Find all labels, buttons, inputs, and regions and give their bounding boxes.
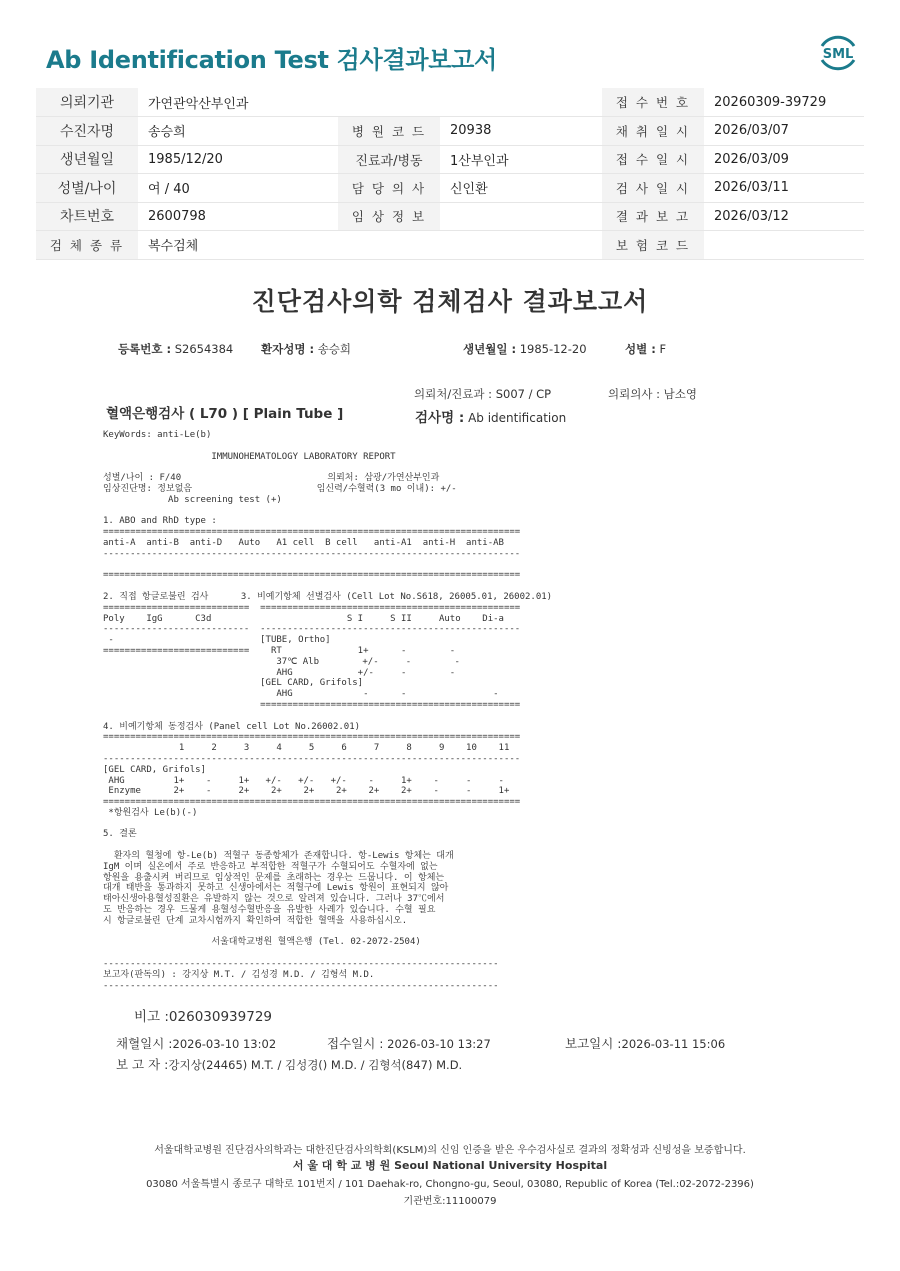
hospital-address: 03080 서울특별시 종로구 대학로 101번지 / 101 Daehak-ro, Chongno-gu, Seoul, 03080, Republic of Korea (Tel.:02-2072-2396)	[146, 1179, 754, 1190]
collect-time-label: 채혈일시 :	[116, 1036, 173, 1051]
receipt-time-value: 2026-03-10 13:27	[387, 1037, 491, 1051]
name-label: 수진자명	[36, 117, 138, 146]
receipt-date-value: 2026/03/09	[704, 145, 864, 174]
hospital-name: 서 울 대 학 교 병 원 Seoul National University Hospital	[292, 1159, 608, 1172]
receipt-no-label: 접 수 번 호	[602, 88, 704, 117]
info-row	[36, 174, 864, 203]
institution-value: 가연관악산부인과	[138, 88, 602, 117]
patient-info-table	[36, 88, 864, 260]
info-row	[36, 202, 864, 231]
doctor-value: 신인환	[440, 174, 602, 203]
exam-name-value: Ab identification	[468, 411, 567, 425]
reporters-label: 보 고 자 :	[116, 1057, 169, 1072]
sex-age-label: 성별/나이	[36, 174, 138, 203]
birth-label: 생년월일	[36, 145, 138, 174]
collect-time	[116, 1034, 276, 1052]
report-time-value: 2026-03-11 15:06	[621, 1037, 726, 1051]
sml-logo	[814, 30, 862, 76]
doctor-label: 담 당 의 사	[338, 174, 440, 203]
institution-label: 의뢰기관	[36, 88, 138, 117]
report-title: 진단검사의학 검체검사 결과보고서	[251, 287, 649, 316]
collect-date-label: 채 취 일 시	[602, 117, 704, 146]
report-time-label: 보고일시 :	[565, 1036, 622, 1051]
institution-number: 기관번호:11100079	[403, 1196, 497, 1207]
info-row	[36, 117, 864, 146]
document-title: Ab Identification Test 검사결과보고서	[46, 46, 497, 74]
insurance-label: 보 험 코 드	[602, 231, 704, 260]
lab-report-body: KeyWords: anti-Le(b) IMMUNOHEMATOLOGY LABORATORY REPORT 성별/나이 : F/40 의뢰처: 삼광/가연산부인과 임상진단명: 정보없음 임신력/수혈력(3 mo 이내): +/- Ab screening test (+) 1. ABO and RhD type : ============================================================================= anti-A anti-B anti-D Auto A1 cell B cell anti-A1 anti-H anti-AB ----------------------------------------------------------------------------- ============================================================================= 2. 직접 항글로불린 검사 3. 비예기항체 선별검사 (Cell Lot No.S618, 26005.01, 26002.01) =========================== ================================================ Poly IgG C3d S I S II Auto Di-a --------------------------- ------------------------------------------------ - [TUBE, Ortho] =========================== RT 1+ - - 37℃ Alb +/- - - AHG +/- - - [GEL CARD, Grifols] AHG - - - ================================================ 4. 비예기항체 동정검사 (Panel cell Lot No.26002.01) ============================================================================= 1 2 3 4 5 6 7 8 9 10 11 ----------------------------------------------------------------------------- [GEL CARD, Grifols] AHG 1+ - 1+ +/- +/- +/- - 1+ - - - Enzyme 2+ - 2+ 2+ 2+ 2+ 2+ 2+ - - 1+ ============================================================================= *항원검사 Le(b)(-) 5. 결론 환자의 혈청에 항-Le(b) 적혈구 동종항체가 존재합니다. 항-Lewis 항체는 대개 IgM 이며 실온에서 주로 반응하고 부적합한 적혈구가 수혈되어도 수혈자에 없는 항원을 용출시켜 버리므로 임상적인 문제를 초래하는 경우는 드뭅니다. 이 항체는 대개 태반을 통과하지 못하고 신생아에서는 적혈구에 Lewis 항원이 표현되지 않아 태아신생아용혈성질환은 유발하지 않는 것으로 알려져 있습니다. 그러나 37℃에서 도 반응하는 경우 드물게 용혈성수혈반응을 유발한 사례가 있습니다. 수혈 필요 시 항글로불린 단계 교차시험까지 확인하여 적합한 혈액을 사용하십시오. 서울대학교병원 혈액은행 (Tel. 02-2072-2504) ------------------------------------------------------------------------- 보고자(판독의) : 강지상 M.T. / 김성경 M.D. / 김형석 M.D. -------------------------------------------------------------------------	[103, 430, 553, 991]
test-date-value: 2026/03/11	[704, 174, 864, 203]
patient-birth	[463, 341, 587, 357]
receipt-no-value: 20260309-39729	[704, 88, 864, 117]
patient-birth-label: 생년월일 :	[463, 342, 517, 356]
patient-name	[261, 341, 351, 357]
remark-value: 026030939729	[168, 1009, 272, 1025]
report-date-value: 2026/03/12	[704, 202, 864, 231]
dept-value: 1산부인과	[440, 145, 602, 174]
exam-name	[415, 406, 566, 426]
test-date-label: 검 사 일 시	[602, 174, 704, 203]
chart-label: 차트번호	[36, 202, 138, 231]
hospital-code-value: 20938	[440, 117, 602, 146]
report-time	[565, 1034, 725, 1052]
chart-value: 2600798	[138, 202, 338, 231]
specimen-label: 검 체 종 류	[36, 231, 138, 260]
report-date-label: 결 과 보 고	[602, 202, 704, 231]
hospital-code-label: 병 원 코 드	[338, 117, 440, 146]
insurance-value	[704, 231, 864, 260]
info-row	[36, 231, 864, 260]
patient-name-value: 송승희	[317, 342, 352, 356]
info-row	[36, 145, 864, 174]
collect-date-value: 2026/03/07	[704, 117, 864, 146]
remark-label: 비고 :	[134, 1009, 169, 1025]
remark	[134, 1005, 272, 1025]
dept-label: 진료과/병동	[338, 145, 440, 174]
patient-sex	[625, 341, 666, 357]
patient-sex-label: 성별 :	[625, 342, 656, 356]
exam-name-label: 검사명 :	[415, 410, 465, 426]
certification-text: 서울대학교병원 진단검사의학과는 대한진단검사의학회(KSLM)의 신임 인증을 받은 우수검사실로 결과의 정확성과 신빙성을 보증합니다.	[154, 1145, 746, 1156]
referring-doctor: 의뢰의사 : 남소영	[608, 387, 697, 401]
reporters-value: 강지상(24465) M.T. / 김성경() M.D. / 김형석(847) M.D.	[168, 1058, 463, 1072]
receipt-time-label: 접수일시 :	[327, 1036, 384, 1051]
reporters	[116, 1055, 462, 1073]
sex-age-value: 여 / 40	[138, 174, 338, 203]
clinical-label: 임 상 정 보	[338, 202, 440, 231]
test-name: 혈액은행검사 ( L70 ) [ Plain Tube ]	[106, 406, 344, 422]
receipt-date-label: 접 수 일 시	[602, 145, 704, 174]
registration-no-label: 등록번호 :	[118, 342, 172, 356]
name-value: 송승희	[138, 117, 338, 146]
registration-no	[118, 341, 233, 357]
info-row	[36, 88, 864, 117]
logo-text: SML	[822, 47, 854, 62]
referrer: 의뢰처/진료과 : S007 / CP	[414, 387, 552, 401]
collect-time-value: 2026-03-10 13:02	[172, 1037, 277, 1051]
specimen-value: 복수검체	[138, 231, 602, 260]
receipt-time	[327, 1034, 491, 1052]
patient-name-label: 환자성명 :	[261, 342, 315, 356]
patient-sex-value: F	[659, 342, 667, 356]
patient-birth-value: 1985-12-20	[519, 342, 587, 356]
birth-value: 1985/12/20	[138, 145, 338, 174]
clinical-value	[440, 202, 602, 231]
registration-no-value: S2654384	[174, 342, 234, 356]
